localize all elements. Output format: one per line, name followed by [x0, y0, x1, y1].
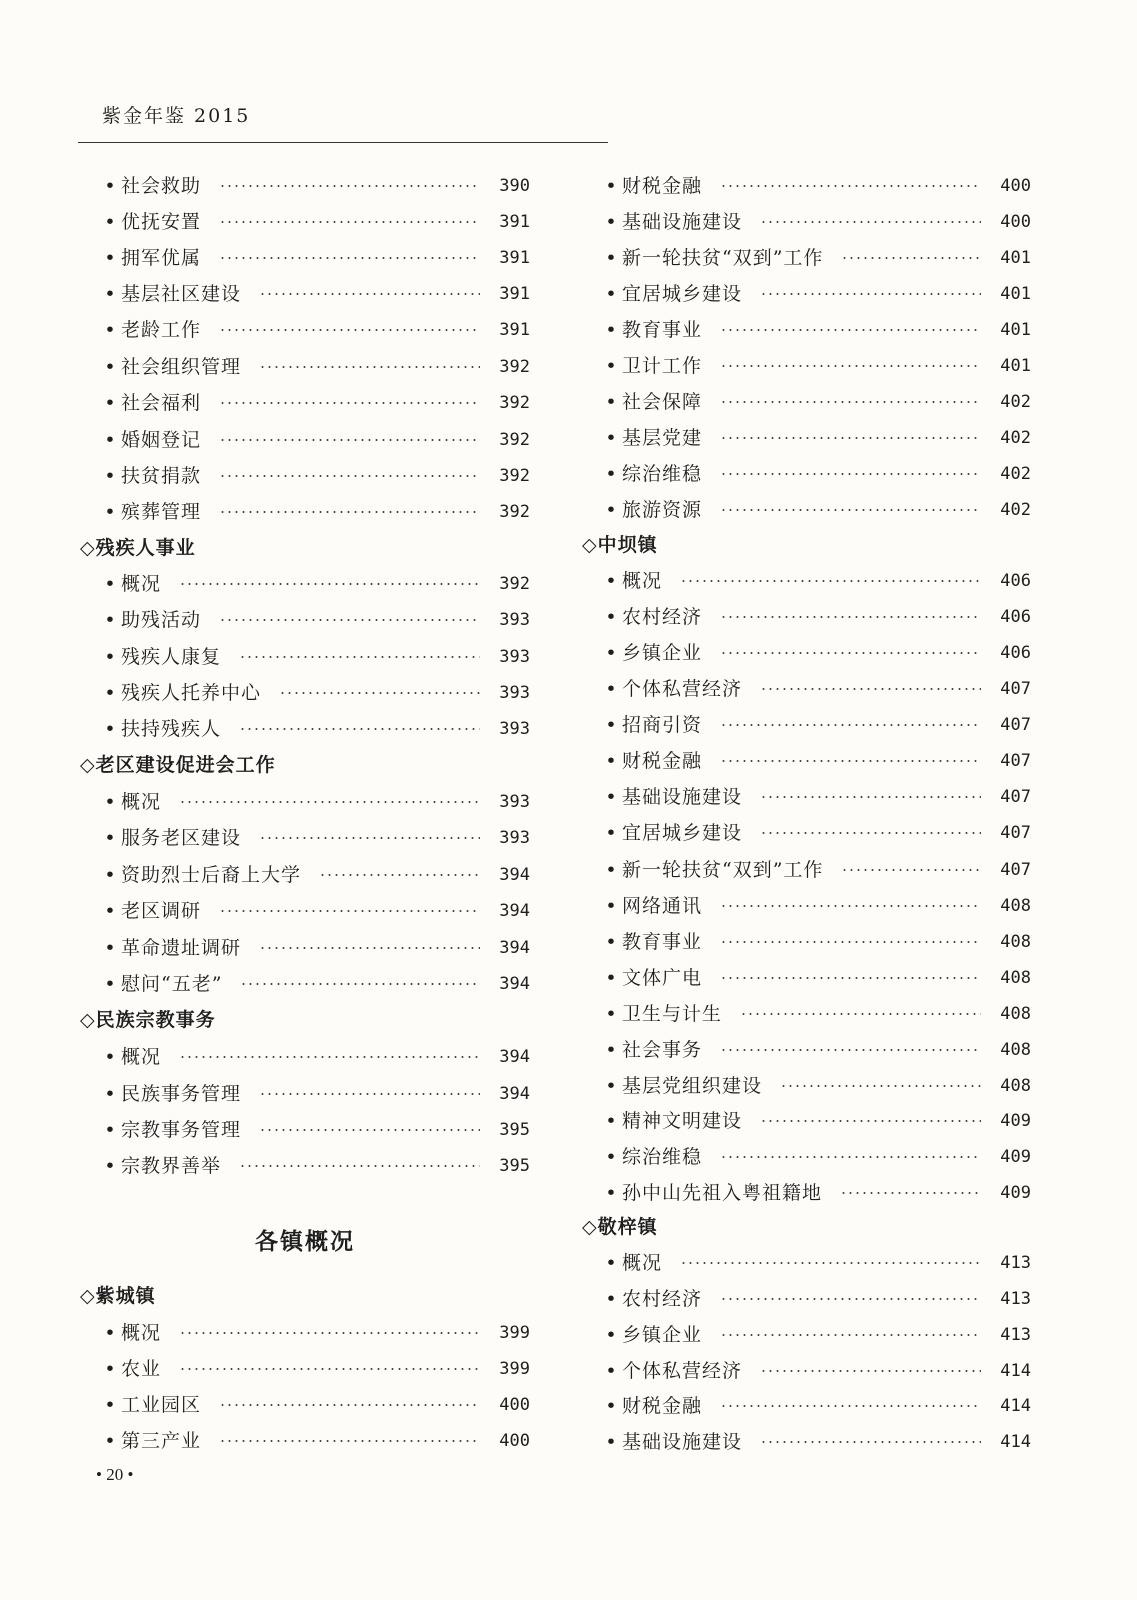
toc-entry-page: 400	[1000, 176, 1031, 196]
toc-entry-title: 综治维稳	[622, 463, 703, 485]
toc-entry-title: 工业园区	[121, 1394, 202, 1416]
toc-entry-page: 393	[499, 719, 530, 739]
toc-entry-title: 农村经济	[622, 1288, 703, 1310]
dot-leader	[720, 760, 981, 762]
toc-entry-page: 394	[499, 938, 530, 958]
toc-entry-page: 394	[499, 1047, 530, 1067]
bullet-dot: •	[605, 750, 617, 772]
toc-entry-page: 400	[499, 1395, 530, 1415]
bullet-dot: •	[605, 895, 617, 917]
toc-entry-page: 400	[1000, 212, 1031, 232]
bullet-dot: •	[104, 247, 116, 269]
toc-entry-title: 扶贫捐款	[121, 465, 202, 487]
running-head: 紫金年鉴 2015	[102, 105, 251, 127]
toc-entry	[604, 893, 1031, 919]
toc-entry-title: 慰问“五老”	[121, 973, 223, 995]
toc-entry	[604, 1108, 1031, 1134]
dot-leader	[720, 509, 981, 511]
dot-leader	[841, 869, 981, 871]
toc-entry-title: 概况	[622, 570, 663, 592]
bullet-dot: •	[605, 499, 617, 521]
toc-entry-title: 教育事业	[622, 931, 703, 953]
toc-entry-page: 408	[1000, 896, 1031, 916]
toc-entry-title: 乡镇企业	[622, 1324, 703, 1346]
toc-entry	[604, 1322, 1031, 1348]
toc-entry-page: 402	[1000, 392, 1031, 412]
bullet-dot: •	[605, 463, 617, 485]
toc-entry-title: 基层党组织建设	[622, 1075, 763, 1097]
toc-entry	[604, 820, 1031, 846]
dot-leader	[780, 1085, 981, 1087]
dot-leader	[740, 1013, 981, 1015]
toc-entry	[604, 929, 1031, 955]
bullet-dot: •	[605, 283, 617, 305]
toc-entry-page: 413	[1000, 1253, 1031, 1273]
toc-entry-page: 408	[1000, 932, 1031, 952]
bullet-dot: •	[104, 573, 116, 595]
bullet-dot: •	[605, 786, 617, 808]
toc-entry-title: 基层党建	[622, 427, 703, 449]
toc-entry-page: 402	[1000, 464, 1031, 484]
toc-entry-page: 401	[1000, 320, 1031, 340]
bullet-dot: •	[104, 609, 116, 631]
toc-entry-title: 概况	[121, 573, 162, 595]
toc-entry-page: 414	[1000, 1432, 1031, 1452]
toc-entry-title: 乡镇企业	[622, 642, 703, 664]
toc-entry	[604, 604, 1031, 630]
dot-leader	[760, 293, 981, 295]
page-folio: • 20 •	[96, 1465, 134, 1484]
toc-entry-title: 殡葬管理	[121, 501, 202, 523]
toc-entry-title: 老区调研	[121, 900, 202, 922]
toc-entry-title: 宜居城乡建设	[622, 283, 743, 305]
toc-entry-page: 408	[1000, 1076, 1031, 1096]
toc-entry-page: 408	[1000, 1040, 1031, 1060]
bullet-dot: •	[104, 1119, 116, 1141]
bullet-dot: •	[605, 642, 617, 664]
toc-entry	[604, 461, 1031, 487]
toc-entry-title: 助残活动	[121, 609, 202, 631]
toc-entry-title: 民族事务管理	[121, 1083, 242, 1105]
dot-leader	[760, 832, 981, 834]
toc-entry-title: 婚姻登记	[121, 429, 202, 451]
dot-leader	[720, 905, 981, 907]
dot-leader	[841, 257, 981, 259]
toc-entry	[604, 1073, 1031, 1099]
bullet-dot: •	[605, 714, 617, 736]
toc-entry-title: 第三产业	[121, 1430, 202, 1452]
dot-leader	[760, 1441, 981, 1443]
bullet-dot: •	[605, 967, 617, 989]
toc-entry-page: 393	[499, 610, 530, 630]
toc-entry-title: 卫计工作	[622, 355, 703, 377]
toc-entry-page: 406	[1000, 607, 1031, 627]
toc-entry	[604, 676, 1031, 702]
dot-leader	[760, 796, 981, 798]
toc-entry-page: 409	[1000, 1111, 1031, 1131]
bullet-dot: •	[104, 900, 116, 922]
toc-entry	[604, 857, 1031, 883]
toc-entry	[604, 1250, 1031, 1276]
bullet-dot: •	[104, 1046, 116, 1068]
toc-entry-title: 宗教界善举	[121, 1155, 222, 1177]
toc-entry-page: 394	[499, 1084, 530, 1104]
toc-entry	[604, 497, 1031, 523]
toc-entry	[604, 425, 1031, 451]
toc-entry-title: 孙中山先祖入粤祖籍地	[622, 1182, 823, 1204]
bullet-dot: •	[605, 1288, 617, 1310]
toc-entry-title: 社会保障	[622, 391, 703, 413]
toc-entry	[604, 1037, 1031, 1063]
toc-entry-title: 新一轮扶贫“双到”工作	[622, 859, 824, 881]
bullet-dot: •	[104, 1155, 116, 1177]
bullet-dot: •	[605, 1039, 617, 1061]
toc-entry	[604, 317, 1031, 343]
toc-entry-page: 394	[499, 974, 530, 994]
dot-leader	[720, 1405, 981, 1407]
bullet-dot: •	[104, 211, 116, 233]
bullet-dot: •	[104, 392, 116, 414]
toc-entry	[604, 1393, 1031, 1419]
toc-entry	[604, 1286, 1031, 1312]
toc-entry-title: 基层社区建设	[121, 283, 242, 305]
bullet-dot: •	[605, 1324, 617, 1346]
bullet-dot: •	[605, 1395, 617, 1417]
toc-entry-page: 406	[1000, 643, 1031, 663]
toc-entry	[604, 353, 1031, 379]
bullet-dot: •	[104, 356, 116, 378]
toc-entry	[604, 209, 1031, 235]
toc-entry-page: 414	[1000, 1361, 1031, 1381]
toc-entry-title: 宗教事务管理	[121, 1119, 242, 1141]
toc-entry-title: 拥军优属	[121, 247, 202, 269]
toc-entry	[604, 640, 1031, 666]
dot-leader	[720, 329, 981, 331]
toc-part-title: 各镇概况	[255, 1228, 355, 1255]
toc-entry-title: 残疾人康复	[121, 646, 222, 668]
toc-entry-title: 财税金融	[622, 1395, 703, 1417]
toc-entry-page: 407	[1000, 860, 1031, 880]
toc-entry-page: 407	[1000, 823, 1031, 843]
bullet-dot: •	[605, 859, 617, 881]
bullet-dot: •	[605, 931, 617, 953]
dot-leader	[720, 401, 981, 403]
toc-entry-page: 393	[499, 792, 530, 812]
dot-leader	[760, 1120, 981, 1122]
toc-entry	[604, 1144, 1031, 1170]
toc-entry-title: 革命遗址调研	[121, 937, 242, 959]
bullet-dot: •	[104, 465, 116, 487]
toc-entry-title: 宜居城乡建设	[622, 822, 743, 844]
dot-leader	[720, 941, 981, 943]
bullet-dot: •	[605, 355, 617, 377]
toc-entry-page: 399	[499, 1323, 530, 1343]
toc-entry	[604, 712, 1031, 738]
toc-entry	[604, 965, 1031, 991]
toc-entry	[604, 748, 1031, 774]
toc-entry-page: 391	[499, 320, 530, 340]
toc-entry	[604, 1358, 1031, 1384]
toc-entry-page: 392	[499, 502, 530, 522]
toc-entry	[604, 568, 1031, 594]
bullet-dot: •	[104, 175, 116, 197]
dot-leader	[720, 1049, 981, 1051]
toc-entry-page: 393	[499, 647, 530, 667]
toc-entry-page: 402	[1000, 500, 1031, 520]
bullet-dot: •	[605, 1146, 617, 1168]
toc-entry-page: 413	[1000, 1289, 1031, 1309]
toc-entry-title: 新一轮扶贫“双到”工作	[622, 247, 824, 269]
dot-leader	[720, 616, 981, 618]
bullet-dot: •	[605, 319, 617, 341]
toc-entry-title: 个体私营经济	[622, 1360, 743, 1382]
toc-entry-title: 扶持残疾人	[121, 718, 222, 740]
dot-leader	[720, 185, 981, 187]
toc-section-heading: ◇民族宗教事务	[80, 1009, 216, 1031]
toc-entry-title: 概况	[121, 1322, 162, 1344]
toc-entry-page: 407	[1000, 679, 1031, 699]
bullet-dot: •	[605, 427, 617, 449]
bullet-dot: •	[104, 319, 116, 341]
toc-entry-title: 优抚安置	[121, 211, 202, 233]
toc-entry-page: 390	[499, 176, 530, 196]
bullet-dot: •	[605, 1182, 617, 1204]
toc-entry-page: 399	[499, 1359, 530, 1379]
dot-leader	[720, 1334, 981, 1336]
dot-leader	[760, 688, 981, 690]
bullet-dot: •	[104, 283, 116, 305]
bullet-dot: •	[104, 864, 116, 886]
toc-entry-page: 402	[1000, 428, 1031, 448]
dot-leader	[720, 977, 981, 979]
toc-entry-page: 393	[499, 683, 530, 703]
toc-entry	[604, 281, 1031, 307]
toc-entry-page: 401	[1000, 284, 1031, 304]
bullet-dot: •	[104, 791, 116, 813]
bullet-dot: •	[605, 391, 617, 413]
bullet-dot: •	[605, 1003, 617, 1025]
toc-entry-title: 文体广电	[622, 967, 703, 989]
bullet-dot: •	[605, 211, 617, 233]
toc-entry-page: 400	[499, 1431, 530, 1451]
toc-entry-title: 社会事务	[622, 1039, 703, 1061]
dot-leader	[720, 1156, 981, 1158]
bullet-dot: •	[104, 646, 116, 668]
toc-entry-title: 个体私营经济	[622, 678, 743, 700]
toc-entry-page: 414	[1000, 1396, 1031, 1416]
dot-leader	[720, 1298, 981, 1300]
bullet-dot: •	[605, 1431, 617, 1453]
toc-entry	[604, 173, 1031, 199]
toc-entry-page: 407	[1000, 715, 1031, 735]
toc-entry-page: 407	[1000, 751, 1031, 771]
toc-entry-title: 农村经济	[622, 606, 703, 628]
toc-entry-page: 394	[499, 865, 530, 885]
bullet-dot: •	[104, 501, 116, 523]
toc-entry-page: 392	[499, 430, 530, 450]
bullet-dot: •	[104, 1083, 116, 1105]
toc-entry-title: 精神文明建设	[622, 1110, 743, 1132]
toc-entry-page: 394	[499, 901, 530, 921]
toc-entry-page: 395	[499, 1120, 530, 1140]
dot-leader	[680, 580, 981, 582]
toc-entry-title: 招商引资	[622, 714, 703, 736]
dot-leader	[720, 365, 981, 367]
bullet-dot: •	[605, 1075, 617, 1097]
bullet-dot: •	[104, 1322, 116, 1344]
bullet-dot: •	[104, 682, 116, 704]
toc-entry-page: 392	[499, 574, 530, 594]
dot-leader	[840, 1192, 981, 1194]
toc-entry-page: 413	[1000, 1325, 1031, 1345]
toc-entry-title: 资助烈士后裔上大学	[121, 864, 302, 886]
bullet-dot: •	[104, 973, 116, 995]
toc-entry-page: 392	[499, 393, 530, 413]
toc-entry-page: 391	[499, 284, 530, 304]
toc-section-heading: ◇敬梓镇	[582, 1216, 658, 1238]
toc-entry-title: 老龄工作	[121, 319, 202, 341]
dot-leader	[720, 437, 981, 439]
toc-entry-page: 407	[1000, 787, 1031, 807]
dot-leader	[720, 724, 981, 726]
toc-entry-page: 408	[1000, 1004, 1031, 1024]
dot-leader	[720, 652, 981, 654]
bullet-dot: •	[605, 606, 617, 628]
bullet-dot: •	[104, 1394, 116, 1416]
toc-entry-page: 391	[499, 248, 530, 268]
bullet-dot: •	[605, 175, 617, 197]
toc-entry	[604, 784, 1031, 810]
toc-entry-page: 401	[1000, 248, 1031, 268]
toc-section-heading: ◇紫城镇	[80, 1285, 156, 1307]
bullet-dot: •	[104, 429, 116, 451]
toc-entry-title: 基础设施建设	[622, 211, 743, 233]
toc-entry-page: 408	[1000, 968, 1031, 988]
toc-entry-title: 概况	[121, 1046, 162, 1068]
dot-leader	[720, 473, 981, 475]
bullet-dot: •	[605, 247, 617, 269]
toc-entry	[604, 389, 1031, 415]
toc-entry-title: 基础设施建设	[622, 1431, 743, 1453]
toc-entry-title: 卫生与计生	[622, 1003, 723, 1025]
toc-entry-title: 旅游资源	[622, 499, 703, 521]
bullet-dot: •	[605, 1360, 617, 1382]
toc-entry-page: 391	[499, 212, 530, 232]
toc-entry	[604, 245, 1031, 271]
bullet-dot: •	[104, 1358, 116, 1380]
toc-entry-title: 社会福利	[121, 392, 202, 414]
toc-entry	[604, 1429, 1031, 1455]
toc-entry-title: 综治维稳	[622, 1146, 703, 1168]
toc-entry-page: 395	[499, 1156, 530, 1176]
toc-entry-title: 服务老区建设	[121, 827, 242, 849]
toc-entry-title: 社会救助	[121, 175, 202, 197]
dot-leader	[680, 1262, 981, 1264]
toc-entry-title: 农业	[121, 1358, 162, 1380]
toc-entry-title: 概况	[622, 1252, 663, 1274]
toc-entry-title: 基础设施建设	[622, 786, 743, 808]
toc-entry-page: 409	[1000, 1183, 1031, 1203]
toc-entry	[604, 1180, 1031, 1206]
toc-entry-title: 教育事业	[622, 319, 703, 341]
bullet-dot: •	[104, 827, 116, 849]
bullet-dot: •	[605, 822, 617, 844]
toc-entry-title: 财税金融	[622, 750, 703, 772]
toc-entry-page: 392	[499, 357, 530, 377]
bullet-dot: •	[104, 1430, 116, 1452]
bullet-dot: •	[605, 570, 617, 592]
toc-section-heading: ◇老区建设促进会工作	[80, 754, 276, 776]
dot-leader	[760, 221, 981, 223]
toc-entry	[604, 1001, 1031, 1027]
dot-leader	[760, 1370, 981, 1372]
toc-entry-title: 残疾人托养中心	[121, 682, 262, 704]
bullet-dot: •	[605, 1252, 617, 1274]
toc-entry-title: 社会组织管理	[121, 356, 242, 378]
bullet-dot: •	[104, 937, 116, 959]
bullet-dot: •	[104, 718, 116, 740]
bullet-dot: •	[605, 1110, 617, 1132]
toc-entry-page: 393	[499, 828, 530, 848]
toc-entry-title: 网络通讯	[622, 895, 703, 917]
bullet-dot: •	[605, 678, 617, 700]
toc-entry-page: 401	[1000, 356, 1031, 376]
toc-section-heading: ◇残疾人事业	[80, 537, 196, 559]
toc-entry-page: 409	[1000, 1147, 1031, 1167]
toc-entry-page: 406	[1000, 571, 1031, 591]
toc-entry-title: 财税金融	[622, 175, 703, 197]
toc-entry-page: 392	[499, 466, 530, 486]
toc-section-heading: ◇中坝镇	[582, 534, 658, 556]
toc-entry-title: 概况	[121, 791, 162, 813]
